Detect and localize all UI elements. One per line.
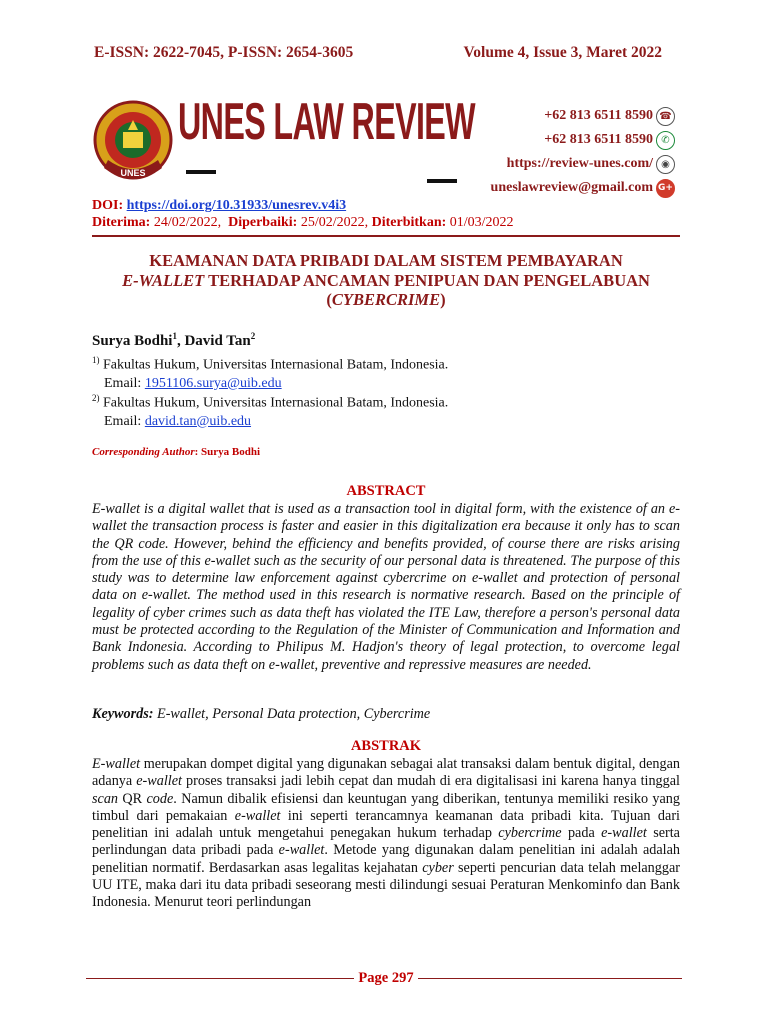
journal-header	[94, 44, 662, 62]
submission-dates: Diterima: 24/02/2022, Diperbaiki: 25/02/2022, Diterbitkan: 01/03/2022	[92, 215, 514, 230]
abstrak-segment: cyber	[422, 859, 454, 876]
corresponding-author: Corresponding Author: Surya Bodhi	[92, 446, 261, 458]
doi-line: DOI: https://doi.org/10.31933/unesrev.v4i3	[92, 198, 347, 213]
article-title: KEAMANAN DATA PRIBADI DALAM SISTEM PEMBAYARAN E-WALLET TERHADAP ANCAMAN PENIPUAN DAN PENGELABUAN (CYBERCRIME)	[122, 251, 650, 309]
doi-link[interactable]: https://doi.org/10.31933/unesrev.v4i3	[126, 198, 347, 213]
issn-text: E-ISSN: 2622-7045, P-ISSN: 2654-3605	[94, 44, 354, 61]
contact-email: uneslawreview@gmail.com G+	[470, 176, 675, 200]
abstrak-segment: . Metode yang digunakan dalam penelitian ini adalah adalah penelitian normatif. Berdasarkan asas legalitas kejahatan	[92, 842, 680, 876]
email-link-1[interactable]: 1951106.surya@uib.edu	[144, 375, 282, 391]
page-number: Page 297	[92, 970, 680, 987]
abstract-heading: ABSTRACT	[346, 483, 426, 499]
abstrak-segment: merupakan dompet digital yang digunakan sebagai alat transaksi dalam bentuk digital, dengan adanya	[92, 756, 680, 790]
abstrak-segment: e-wallet	[136, 773, 182, 790]
phone-icon: ☎	[656, 107, 675, 126]
abstract-body: E-wallet is a digital wallet that is used as a transaction tool in digital form, with the existence of an e-wallet the transaction process is faster and easier in this digitalization era because it only has to scan the QR code. However, behind the efficiency and benefits provided, of course there are risks arising from the use of this e-wallet such as the security of our personal data is threatened. The purpose of this study was to determine law enforcement against cybercrime on e-wallet and protection of personal data on e-wallet. The method used in this research is normative research. Based on the principle of legality of cyber crimes such as data theft has violated the ITE Law, therefore a person's personal data must be protected according to the Regulation of the Minister of Communication and Information and Bank Indonesia. According to Philipus M. Hadjon's theory of legal protection, to overcome legal problems such as data theft on e-wallet, preventive and repressive measures are needed.	[92, 501, 680, 673]
abstrak-segment: ini seperti terancamnya keamanan data pribadi kita. Tujuan dari penelitian ini adalah untuk mengetahui penegakan hukum terhadap	[92, 807, 680, 842]
abstrak-segment: seperti pencurian data telah melanggar UU ITE, maka dari itu data pribadi seseorang mesti dilindungi sesuai Peraturan Menkominfo dan Bank Indonesia. Menurut teori perlindungan	[92, 859, 680, 911]
abstrak-segment: proses transaksi jadi lebih cepat dan mudah di era digitalisasi ini karena hanya tinggal	[181, 773, 680, 790]
abstrak-segment: E-wallet	[92, 756, 141, 772]
contact-website: https://review-unes.com/ ◉	[470, 152, 675, 176]
contact-phone: +62 813 6511 8590 ☎	[470, 104, 675, 128]
abstrak-segment: pada	[561, 825, 602, 842]
abstrak-segment: cybercrime	[498, 825, 562, 842]
abstrak-segment: e-wallet	[234, 807, 281, 824]
university-seal-logo	[92, 98, 174, 190]
abstrak-segment: e-wallet	[278, 842, 325, 859]
abstrak-segment: QR	[118, 790, 147, 807]
browser-icon: ◉	[656, 155, 675, 174]
author-names: Surya Bodhi$^1$, David Tan$^2$	[92, 331, 256, 349]
abstrak-segment: serta perlindungan data pribadi pada	[92, 825, 680, 859]
abstrak-segment: e-wallet	[601, 825, 647, 842]
whatsapp-icon: ✆	[656, 131, 675, 150]
contact-whatsapp: +62 813 6511 8590 ✆	[470, 128, 675, 152]
abstrak-body	[92, 756, 680, 912]
journal-name: UNES LAW REVIEW	[178, 93, 475, 151]
google-plus-icon: G+	[656, 179, 675, 198]
abstrak-segment: . Namun dibalik efisiensi dan keuntugan yang diberikan, tentunya memiliki resiko yang timbul dari pemakaian	[92, 790, 680, 824]
abstrak-segment: scan	[92, 790, 119, 807]
logo-text: UNES	[120, 168, 146, 178]
abstrak-heading: ABSTRAK	[350, 738, 422, 754]
header-divider	[92, 235, 680, 237]
masthead-underline-left	[186, 170, 216, 174]
abstrak-segment: code	[146, 790, 174, 807]
keywords-line: Keywords: E-wallet, Personal Data protection, Cybercrime	[92, 706, 431, 722]
affiliation-1: $^{1)}$ Fakultas Hukum, Universitas Internasional Batam, Indonesia. Email: 1951106.surya@uib.edu	[92, 355, 449, 391]
masthead-underline-right	[427, 179, 457, 183]
affiliation-2: $^{2)}$ Fakultas Hukum, Universitas Internasional Batam, Indonesia. Email: david.tan@uib.edu	[92, 393, 449, 429]
email-link-2[interactable]: david.tan@uib.edu	[144, 413, 252, 429]
volume-text: Volume 4, Issue 3, Maret 2022	[463, 44, 662, 61]
contact-list	[470, 104, 675, 200]
